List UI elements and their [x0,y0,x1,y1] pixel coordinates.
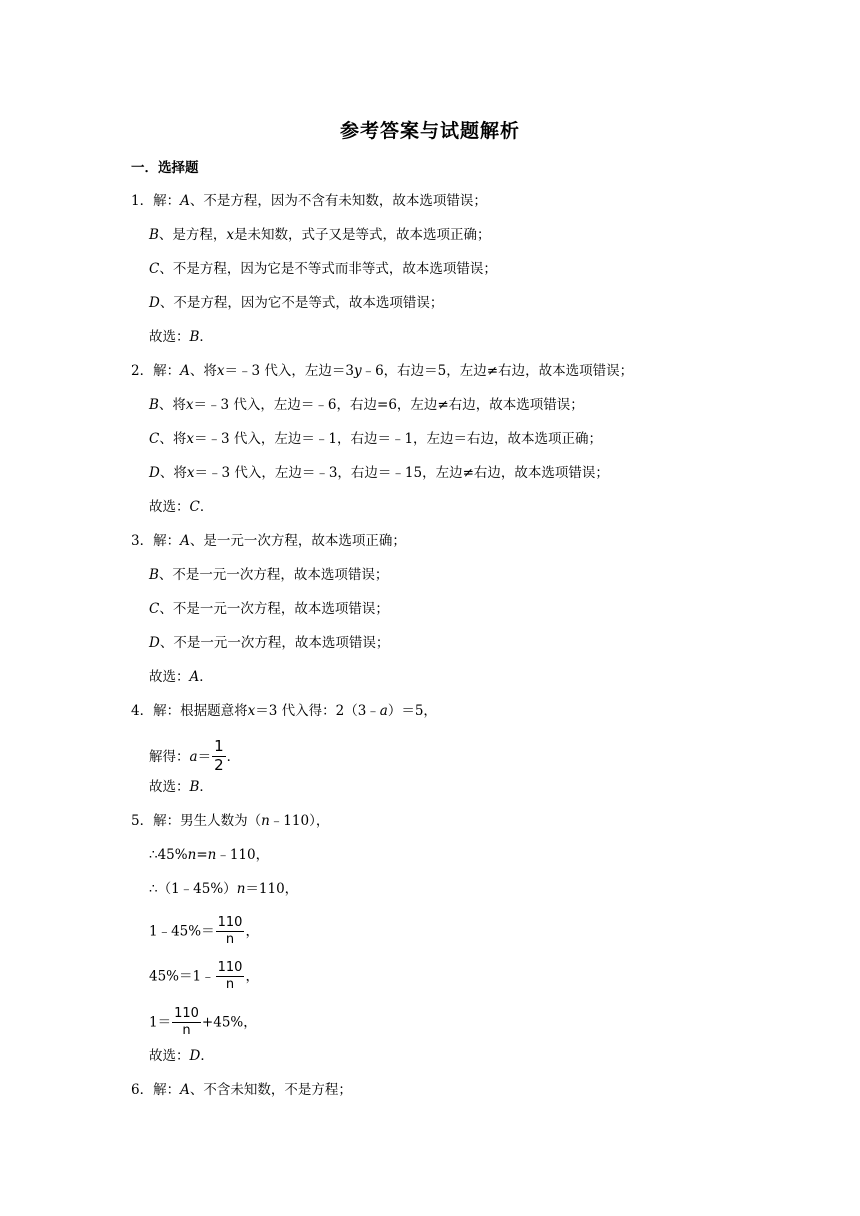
q2-text: ﹣6，右边＝5，左边≠右边，故本选项错误； [361,363,634,379]
q2-text: ＝﹣3 代入，左边＝﹣6，右边=6，左边≠右边，故本选项错误； [193,397,584,413]
q1-option-b: B [149,227,159,243]
fraction-denominator: n [225,976,235,992]
q5-text: 45%＝1﹣ [149,968,215,985]
q3-text: 、不是一元一次方程，故本选项错误； [159,601,389,617]
variable-a: a [189,748,198,765]
answer-label: 故选： [149,669,190,685]
q6-option-a: A [180,1082,190,1098]
q2-text: 、将 [159,431,187,447]
q1-text: 、是方程， [158,227,227,243]
fraction-one-half [212,739,226,774]
q2-text: 、将 [189,363,217,379]
period: ． [199,669,213,685]
fraction-denominator: n [182,1022,191,1038]
q1-text: 是未知数，式子又是等式，故本选项正确； [234,227,491,243]
q1-option-d: D [149,295,160,311]
q4-text: ＝3 代入得：2（3﹣ [255,703,380,719]
q4-text: 解得： [149,748,190,765]
q2-line-1 [131,361,633,381]
q3-option-d: D [149,635,160,651]
q2-option-b: B [149,397,159,413]
q5-line-3 [149,879,298,899]
q1-label: 1．解： [131,193,181,209]
q5-text: ∴（1﹣45%） [149,881,237,897]
section-heading: 一．选择题 [131,160,199,176]
period: ． [199,329,213,345]
answer-value: A [189,669,200,685]
q5-text: ＝110， [245,881,299,897]
variable-a: a [379,703,388,719]
q4-label: 4．解：根据题意将 [131,703,248,719]
q3-label: 3．解： [131,533,181,549]
variable-y: y [353,363,362,379]
comma: ， [245,968,259,985]
variable-x: x [185,397,194,413]
q3-option-c: C [149,601,160,617]
fraction-110-over-n [172,1007,201,1037]
q5-text: +45%， [201,1014,257,1031]
q1-option-c: C [149,261,160,277]
q1-answer [149,327,213,347]
q1-line-2 [149,225,491,245]
variable-x: x [247,703,256,719]
variable-n: n [236,881,246,897]
q5-line-6 [149,1008,257,1038]
q6-text: 、不含未知数，不是方程； [189,1082,352,1098]
answer-value: B [189,329,200,345]
variable-x: x [226,227,235,243]
period: ． [226,748,241,765]
period: ． [200,1048,214,1064]
answer-value: C [189,499,200,515]
q3-line-1 [131,531,406,551]
q2-text: ＝﹣3 代入，左边＝﹣1，右边＝﹣1，左边＝右边，故本选项正确； [193,431,603,447]
q4-line-2 [149,737,241,775]
answer-label: 故选： [149,1048,190,1064]
q1-line-3 [149,259,497,279]
q5-line-5 [149,962,259,992]
q5-text: ﹣110， [216,847,270,863]
variable-x: x [186,431,194,447]
q2-option-d: D [149,465,160,481]
q2-answer [149,497,213,517]
variable-n: n [207,847,217,863]
fraction-denominator: n [225,931,235,947]
q2-line-4 [149,463,609,483]
q1-line-1 [131,191,487,211]
fraction-numerator: 110 [217,960,243,975]
q6-label: 6．解： [131,1082,181,1098]
period: ． [199,499,214,515]
answer-label: 故选： [149,779,190,795]
fraction-numerator: 110 [217,915,243,930]
q2-line-2 [149,395,584,415]
q1-text: 、不是方程，因为它不是等式，故本选项错误； [159,295,444,311]
q5-label: 5．解：男生人数为（ [131,813,262,829]
fraction-numerator: 110 [174,1006,199,1021]
q3-line-4 [149,633,389,653]
q5-text: 1＝ [149,1014,172,1031]
q1-text: 、不是方程，因为它是不等式而非等式，故本选项错误； [159,261,497,277]
q3-option-b: B [149,567,159,583]
q2-line-3 [149,429,602,449]
answer-value: D [189,1048,201,1064]
fraction-denominator: 2 [214,755,224,774]
q5-answer [149,1046,214,1066]
q5-text: 1﹣45%＝ [149,923,215,940]
q3-text: 、不是一元一次方程，故本选项错误； [158,567,389,583]
q3-line-3 [149,599,389,619]
answer-label: 故选： [149,329,190,345]
q5-text: ∴45% [149,847,188,863]
q5-line-2 [149,845,269,865]
fraction-numerator: 1 [214,737,224,755]
q2-text: 、将 [158,397,186,413]
fraction-110-over-n [216,916,245,946]
q6-line-1 [131,1080,352,1100]
q4-text: ）＝5， [387,703,437,719]
variable-n: n [261,813,270,829]
q5-line-1 [131,811,329,831]
q4-line-1 [131,701,437,721]
q3-text: 、不是一元一次方程，故本选项错误； [159,635,390,651]
equals-sign: ＝ [197,748,212,765]
q3-answer [149,667,213,687]
q2-text: ＝﹣3 代入，左边＝3 [224,363,354,379]
q3-text: 、是一元一次方程，故本选项正确； [189,533,406,549]
q2-text: ＝﹣3 代入，左边＝﹣3，右边＝﹣15，左边≠右边，故本选项错误； [194,465,609,481]
answer-label: 故选： [149,499,190,515]
q1-line-4 [149,293,443,313]
q2-option-a: A [180,363,190,379]
fraction-110-over-n [216,961,245,991]
variable-x: x [186,465,195,481]
variable-n: n [187,847,197,863]
equals-sign: = [196,847,208,863]
q5-text: ﹣110）， [269,813,330,829]
period: ． [199,779,213,795]
q1-option-a: A [180,193,190,209]
page-title: 参考答案与试题解析 [339,120,520,142]
q2-text: 、将 [159,465,187,481]
variable-x: x [216,363,225,379]
q4-answer [149,777,213,797]
q3-option-a: A [180,533,190,549]
q2-option-c: C [149,431,160,447]
q2-label: 2．解： [131,363,181,379]
q5-line-4 [149,917,259,947]
comma: ， [245,923,259,940]
answer-value: B [189,779,200,795]
q1-text: 、不是方程，因为不含有未知数，故本选项错误； [189,193,487,209]
q3-line-2 [149,565,388,585]
